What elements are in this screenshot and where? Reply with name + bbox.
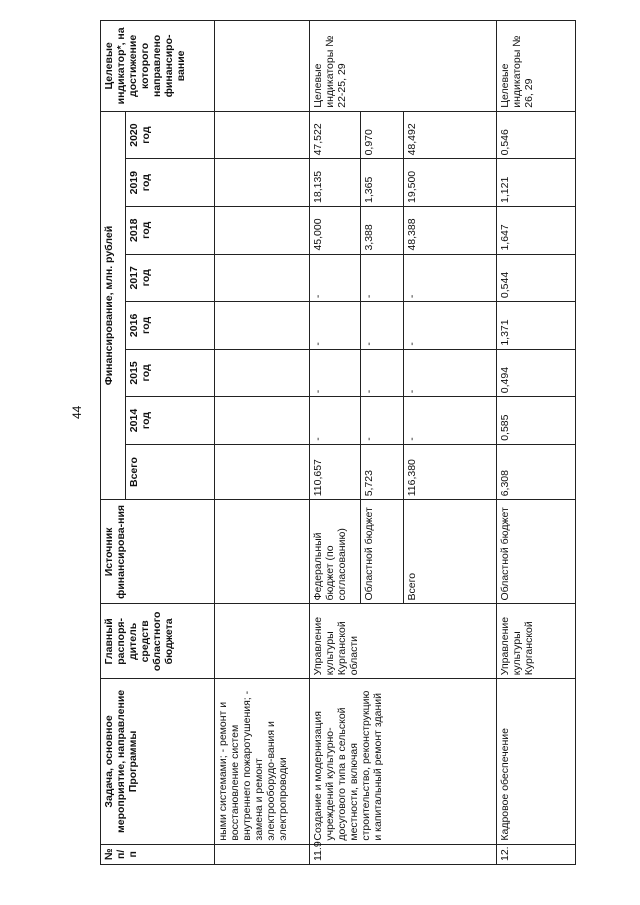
cell-total: 6,308	[497, 444, 576, 500]
table-row-11-9-federal	[310, 21, 361, 865]
header-row-1	[101, 21, 126, 865]
header-num: № п/п	[101, 844, 215, 864]
cell-source: Областной бюджет	[497, 500, 576, 604]
cell-target: Целевые индикаторы № 22-25, 29	[310, 21, 497, 112]
header-manager: Главный распоря-дитель средств областного бюджета	[101, 604, 215, 679]
cell-2016: -	[404, 302, 497, 350]
cell-total: 5,723	[361, 444, 404, 500]
table-row-12	[497, 21, 576, 865]
header-year-2020: 2020 год	[126, 111, 215, 159]
header-target: Целевые индикатор*, на достижение которого направлено финансиро-вание	[101, 21, 215, 112]
cell-2019: 1,365	[361, 159, 404, 207]
cell-source: Федеральный бюджет (по согласованию)	[310, 500, 361, 604]
cell-2017: -	[361, 254, 404, 302]
cell-task: ными системами; - ремонт и восстановление систем внутреннего пожаротушения; - замена и ремонт электрооборудо-вания и электропроводки	[215, 679, 310, 844]
header-total: Всего	[126, 444, 215, 500]
cell-2019: 19,500	[404, 159, 497, 207]
cell-task: Кадровое обеспечение	[497, 679, 576, 844]
cell-2015: -	[310, 349, 361, 397]
cell-2018: 3,388	[361, 206, 404, 254]
header-year-2015: 2015 год	[126, 349, 215, 397]
header-year-2014: 2014 год	[126, 397, 215, 445]
cell-2014: 0,585	[497, 397, 576, 445]
cell-2019	[215, 159, 310, 207]
cell-total: 110,657	[310, 444, 361, 500]
cell-2020: 48,492	[404, 111, 497, 159]
cell-2018: 1,647	[497, 206, 576, 254]
cell-source: Областной бюджет	[361, 500, 404, 604]
cell-2019: 1,121	[497, 159, 576, 207]
cell-2018	[215, 206, 310, 254]
cell-2016	[215, 302, 310, 350]
cell-manager: Управление культуры Курганской	[497, 604, 576, 679]
rotated-table-wrapper	[100, 20, 555, 865]
cell-2019: 18,135	[310, 159, 361, 207]
cell-source: Всего	[404, 500, 497, 604]
cell-2017: 0,544	[497, 254, 576, 302]
page-number: 44	[70, 405, 84, 419]
cell-2015: -	[404, 349, 497, 397]
header-task: Задача, основное мероприятие, направление Программы	[101, 679, 215, 844]
cell-manager: Управление культуры Курганской области	[310, 604, 497, 679]
cell-num: 12.	[497, 844, 576, 864]
header-year-2019: 2019 год	[126, 159, 215, 207]
header-source: Источник финансирова-ния	[101, 500, 215, 604]
cell-num: 11.9	[310, 844, 497, 864]
cell-2017: -	[404, 254, 497, 302]
cell-2014	[215, 397, 310, 445]
cell-2020: 0,970	[361, 111, 404, 159]
cell-total: 116,380	[404, 444, 497, 500]
header-financing: Финансирование, млн. рублей	[101, 111, 126, 500]
cell-task: Создание и модернизация учреждений культурно-досугового типа в сельской местности, включая строительство, реконструкцию и капитальный ремонт зданий	[310, 679, 497, 844]
cell-2020	[215, 111, 310, 159]
cell-2016: -	[310, 302, 361, 350]
financing-table	[100, 20, 576, 865]
header-year-2016: 2016 год	[126, 302, 215, 350]
header-year-2018: 2018 год	[126, 206, 215, 254]
cell-2014: -	[361, 397, 404, 445]
cell-2017	[215, 254, 310, 302]
cell-2015	[215, 349, 310, 397]
cell-2016: -	[361, 302, 404, 350]
cell-2014: -	[404, 397, 497, 445]
header-year-2017: 2017 год	[126, 254, 215, 302]
cell-num	[215, 844, 310, 864]
cell-2018: 48,388	[404, 206, 497, 254]
cell-2014: -	[310, 397, 361, 445]
cell-target: Целевые индикаторы № 26, 29	[497, 21, 576, 112]
cell-2015: 0,494	[497, 349, 576, 397]
cell-2018: 45,000	[310, 206, 361, 254]
cell-manager	[215, 604, 310, 679]
cell-2015: -	[361, 349, 404, 397]
cell-total	[215, 444, 310, 500]
cell-2017: -	[310, 254, 361, 302]
cell-2016: 1,371	[497, 302, 576, 350]
cell-target	[215, 21, 310, 112]
cell-2020: 47,522	[310, 111, 361, 159]
table-row-continuation	[215, 21, 310, 865]
cell-2020: 0,546	[497, 111, 576, 159]
cell-source	[215, 500, 310, 604]
